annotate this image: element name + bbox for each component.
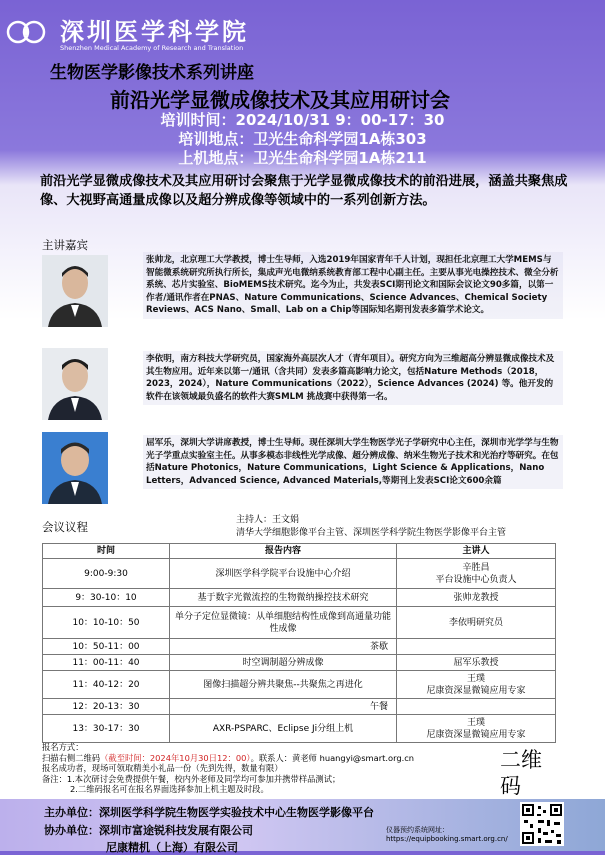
- booking-url[interactable]: https://equipbooking.smart.org.cn/: [386, 835, 508, 843]
- booking-caption: [386, 826, 508, 844]
- agenda-time: 11：40-12：20: [43, 671, 170, 699]
- agenda-content: 时空调制超分辨成像: [170, 655, 397, 671]
- speaker-photo: [42, 432, 108, 504]
- agenda-content: AXR-PSPARC、Eclipse Ji分组上机: [170, 715, 397, 743]
- qr-code-icon[interactable]: [520, 802, 564, 846]
- co-organizer-2: 尼康精机（上海）有限公司: [106, 841, 238, 854]
- agenda-speaker: 王璞 尼康资深显微镜应用专家: [397, 715, 556, 743]
- agenda-speaker: 李依明研究员: [397, 607, 556, 639]
- co-organizer: 协办单位：深圳市富途锐科技发展有限公司: [44, 824, 253, 837]
- speakers-heading: 主讲嘉宾: [42, 238, 88, 252]
- speaker-photo: [42, 348, 108, 420]
- agenda-time: 11：00-11：40: [43, 655, 170, 671]
- agenda-time: 9：30-10：10: [43, 589, 170, 607]
- host-title: 清华大学细胞影像平台主管、深圳医学科学院生物医学影像平台主管: [236, 528, 507, 538]
- agenda-content: 图像扫描超分辨共聚焦--共聚焦之再进化: [170, 671, 397, 699]
- registration-success: 报名成功者，现场可领取精美小礼品一份（先到先得，数量有限）: [42, 763, 283, 773]
- agenda-content: 午餐: [170, 699, 397, 715]
- speaker-photo: [42, 255, 108, 327]
- academy-name: 深圳医学科学院: [60, 17, 249, 46]
- agenda-speaker: 张帅龙教授: [397, 589, 556, 607]
- host-name: 主持人：王文娟: [236, 515, 300, 525]
- event-intro: 前沿光学显微成像技术及其应用研讨会聚焦于光学显微成像技术的前沿进展，涵盖共聚焦成像、大视野高通量成像以及超分辨成像等领域中的一系列创新方法。: [40, 174, 568, 208]
- registration-deadline: （截至时间：2024年10月30日12：00）: [100, 752, 251, 763]
- col-speaker: 主讲人: [397, 544, 556, 559]
- agenda-row: [43, 639, 556, 655]
- agenda-row: [43, 715, 556, 743]
- lab-place: 上机地点：卫光生命科学园1A栋211: [178, 149, 427, 167]
- col-content: 报告内容: [170, 544, 397, 559]
- agenda-speaker: 屈军乐教授: [397, 655, 556, 671]
- agenda-row: [43, 589, 556, 607]
- speaker-bio: 屈军乐，深圳大学讲席教授，博士生导师。现任深圳大学生物医学光子学研究中心主任，深圳市光学学与生物光子学重点实验室主任。从事多模态非线性光学成像、超分辨成像、纳米生物光子技术和光治疗等研究。在包括Nature Photonics，Nature Communications，Light Science & Applications，Nano Letters，Advanced Science, Advanced Materials,等期刊上发表SCI论文600余篇: [143, 435, 563, 489]
- agenda-row: [43, 607, 556, 639]
- agenda-time: 12：20-13：30: [43, 699, 170, 715]
- speaker-bio: 李依明，南方科技大学研究员，国家海外高层次人才（青年项目）。研究方向为三维超高分辨显微成像技术及其生物应用。近年来以第一/通讯（含共同）发表多篇高影响力论文，包括Nature Methods（2018，2023，2024），Nature Communications（2022），Science Advances (2024) 等。他开发的软件在该领域最负盛名的软件大赛SMLM 挑战赛中获得第一名。: [143, 351, 563, 405]
- registration-info: [42, 742, 462, 795]
- registration-note-1: 备注：1.本次研讨会免费提供午餐，校内外老师及同学均可参加并携带样品测试；: [42, 773, 341, 784]
- qr-placeholder-text: 二维 码: [500, 748, 542, 798]
- agenda-speaker: [397, 639, 556, 655]
- agenda-row: [43, 699, 556, 715]
- agenda-time: 13：30-17：30: [43, 715, 170, 743]
- event-title: 前沿光学显微成像技术及其应用研讨会: [110, 88, 450, 112]
- registration-scan: 扫描右侧二维码: [42, 752, 101, 763]
- series-title: 生物医学影像技术系列讲座: [50, 63, 254, 83]
- agenda-speaker: 王璞 尼康资深显微镜应用专家: [397, 671, 556, 699]
- agenda-content: 深圳医学科学院平台设施中心介绍: [170, 559, 397, 589]
- organizer: 主办单位：深圳医学科学院生物医学实验技术中心生物医学影像平台: [44, 806, 374, 819]
- agenda-content: 单分子定位显微镜：从单细胞结构性成像到高通量功能性成像: [170, 607, 397, 639]
- academy-logo-icon: [6, 12, 46, 52]
- registration-method: 报名方式：: [42, 742, 84, 752]
- agenda-heading: 会议议程: [42, 520, 88, 534]
- training-time: 培训时间：2024/10/31 9：00-17：30: [160, 111, 445, 129]
- agenda-table: [42, 543, 556, 743]
- booking-caption-label: 仪器预约系统网址：: [386, 826, 449, 834]
- agenda-time: 10：50-11：00: [43, 639, 170, 655]
- agenda-content: 茶歇: [170, 639, 397, 655]
- agenda-time: 10：10-10：50: [43, 607, 170, 639]
- col-time: 时间: [43, 544, 170, 559]
- agenda-row: [43, 655, 556, 671]
- agenda-row: [43, 559, 556, 589]
- host-info: [236, 514, 506, 540]
- agenda-speaker: 辛胜昌 平台设施中心负责人: [397, 559, 556, 589]
- agenda-speaker: [397, 699, 556, 715]
- agenda-content: 基于数字光微流控的生物微纳操控技术研究: [170, 589, 397, 607]
- training-place: 培训地点：卫光生命科学园1A栋303: [178, 130, 427, 148]
- agenda-header-row: [43, 544, 556, 559]
- agenda-row: [43, 671, 556, 699]
- speaker-bio: 张帅龙，北京理工大学教授，博士生导师，入选2019年国家青年千人计划，现担任北京理工大学MEMS与智能微系统研究所执行所长，集成声光电微纳系统教育部工程中心副主任。主要从事光电操控技术、微全分析系统、芯片实验室、BioMEMS技术研究。迄今为止，共发表SCI期刊论文和国际会议论文90多篇，以第一作者/通讯作者在PNAS、Nature Communications、Science Advances、Chemical Society Reviews、ACS Nano、Small、Lab on a Chip等国际知名期刊发表多篇学术论文。: [143, 252, 563, 319]
- agenda-time: 9:00-9:30: [43, 559, 170, 589]
- registration-scan-line: [42, 753, 462, 764]
- registration-contact[interactable]: 。联系人：黄老师 huangyi@smart.org.cn: [250, 752, 415, 763]
- academy-name-en: Shenzhen Medical Academy of Research and Translation: [60, 44, 244, 52]
- registration-note-2: 2.二维码报名可在报名界面选择参加上机主题及时段。: [70, 784, 269, 794]
